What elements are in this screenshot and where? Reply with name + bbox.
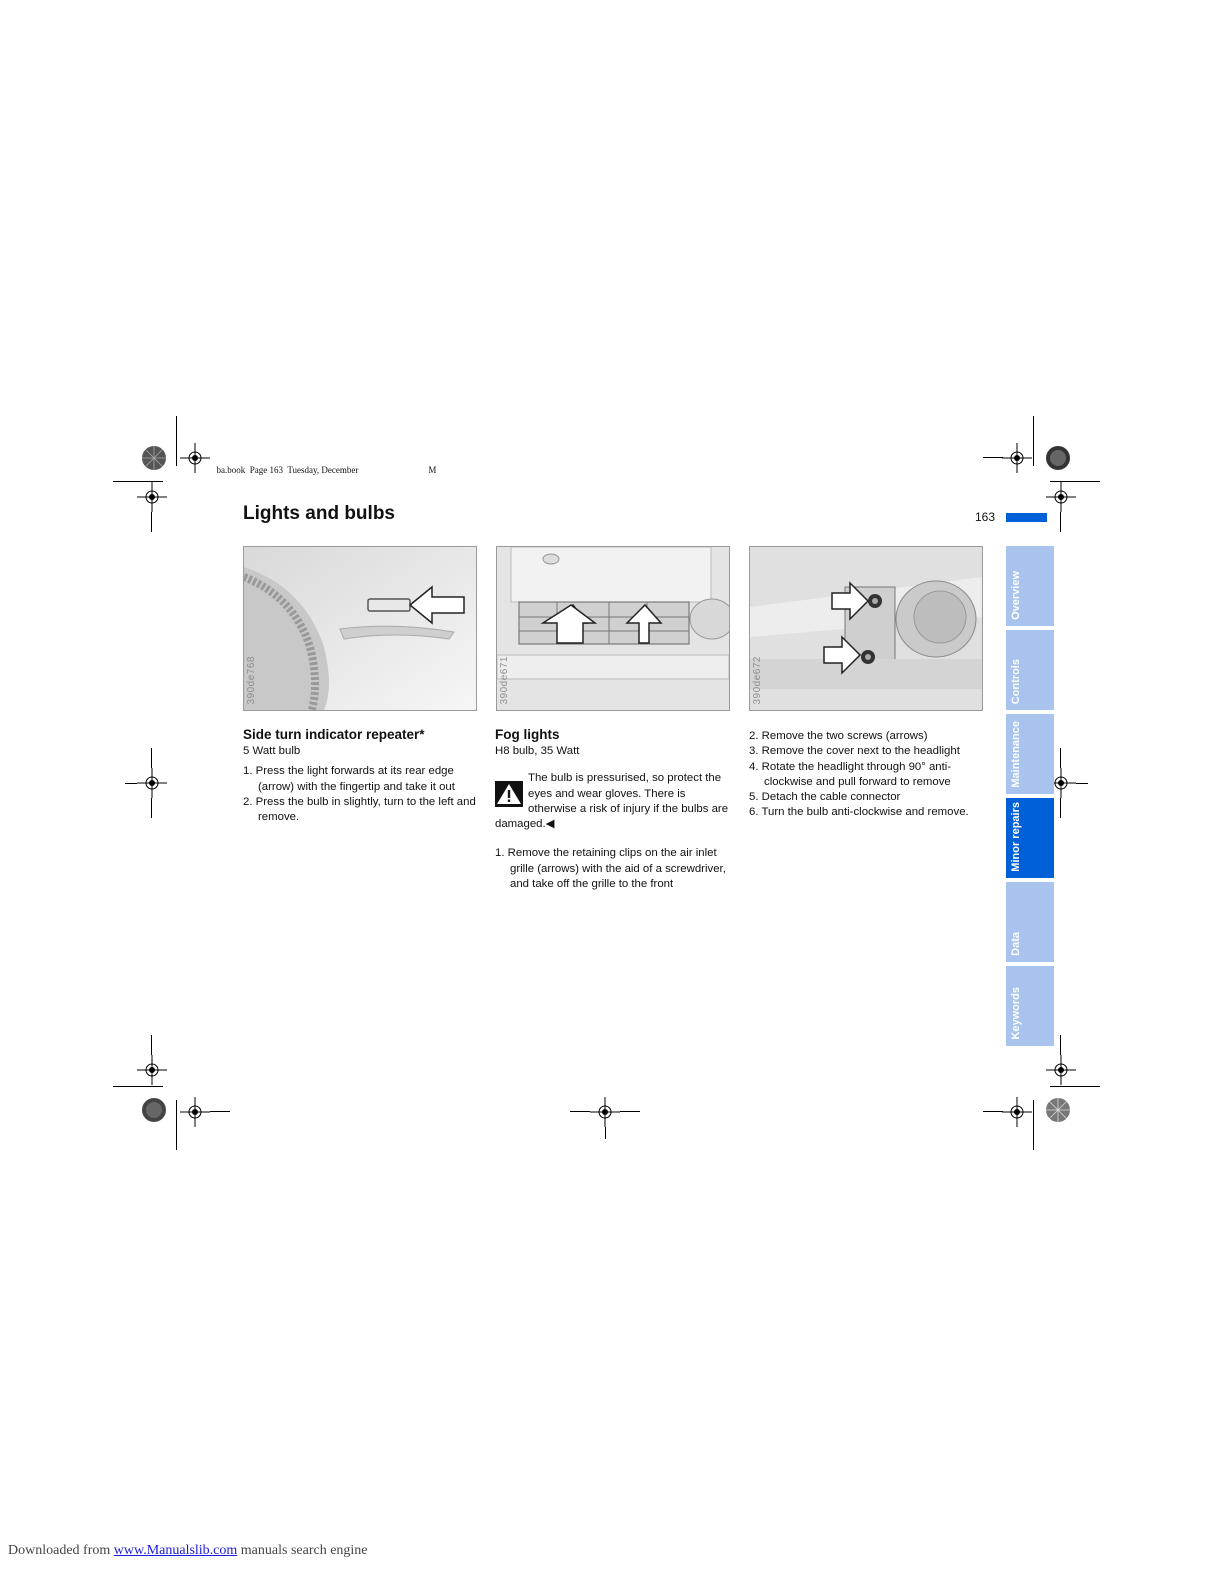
footer-prefix: Downloaded from bbox=[8, 1543, 114, 1558]
tab-label: Keywords bbox=[1010, 987, 1022, 1040]
list-item: 6. Turn the bulb anti-clockwise and remove. bbox=[749, 806, 969, 819]
side-turn-indicator-figure bbox=[244, 547, 476, 710]
section-heading: Fog lights bbox=[495, 727, 560, 742]
page-number-bar bbox=[1006, 513, 1047, 522]
warning-note bbox=[495, 771, 735, 832]
figure-code: 390de672 bbox=[752, 655, 763, 704]
tab-overview[interactable] bbox=[1006, 546, 1054, 626]
warning-triangle-icon bbox=[495, 781, 523, 807]
list-item: 5. Detach the cable connector bbox=[749, 791, 901, 804]
printer-info-marker: M bbox=[428, 465, 437, 475]
registration-mark-icon bbox=[590, 1097, 620, 1127]
list-item: 1. Press the light forwards at its rear edge (arrow) with the fingertip and take it out bbox=[243, 765, 455, 793]
step-list bbox=[749, 729, 989, 821]
list-item: 1. Remove the retaining clips on the air inlet grille (arrows) with the aid of a screwdriver, and take off the grille to the front bbox=[495, 847, 726, 891]
printer-info bbox=[212, 455, 436, 475]
download-footer bbox=[8, 1543, 368, 1559]
page-title: Lights and bulbs bbox=[243, 503, 395, 524]
figure-headlight-screws bbox=[749, 546, 983, 711]
figure-side-turn-indicator bbox=[243, 546, 477, 711]
tab-maintenance[interactable] bbox=[1006, 714, 1054, 794]
color-wheel-icon bbox=[1045, 1097, 1071, 1123]
tab-label: Data bbox=[1010, 932, 1022, 956]
printer-info-text: ba.book Page 163 Tuesday, December bbox=[216, 465, 359, 475]
registration-mark-icon bbox=[1002, 1097, 1032, 1127]
tab-label: Overview bbox=[1010, 571, 1022, 620]
list-item: 2. Remove the two screws (arrows) bbox=[749, 730, 928, 742]
registration-mark-icon bbox=[137, 1055, 167, 1085]
tab-label: Controls bbox=[1010, 658, 1022, 704]
figure-code: 390de768 bbox=[246, 655, 257, 704]
list-item: 2. Press the bulb in slightly, turn to the left and remove. bbox=[243, 795, 476, 824]
page-number: 163 bbox=[975, 510, 996, 524]
column-headlight-steps bbox=[749, 729, 989, 821]
section-subheading: H8 bulb, 35 Watt bbox=[495, 745, 580, 757]
list-item: 4. Rotate the headlight through 90° anti-clockwise and pull forward to remove bbox=[749, 760, 952, 788]
registration-mark-icon bbox=[137, 768, 167, 798]
registration-mark-icon bbox=[180, 1097, 210, 1127]
tab-keywords[interactable] bbox=[1006, 966, 1054, 1046]
step-list bbox=[243, 764, 483, 825]
color-wheel-icon bbox=[141, 1097, 167, 1123]
tab-label: Maintenance bbox=[1010, 721, 1022, 788]
column-fog-lights bbox=[495, 726, 735, 892]
section-heading: Side turn indicator repeater* bbox=[243, 727, 425, 742]
color-wheel-icon bbox=[141, 445, 167, 471]
registration-mark-icon bbox=[1046, 1055, 1076, 1085]
column-side-turn-indicator bbox=[243, 726, 483, 825]
tab-label: Minor repairs bbox=[1010, 802, 1022, 872]
manualslib-link[interactable]: www.Manualslib.com bbox=[113, 1543, 238, 1558]
figure-code: 390de671 bbox=[499, 655, 510, 704]
registration-mark-icon bbox=[1046, 482, 1076, 512]
figure-fog-lights bbox=[496, 546, 730, 711]
footer-suffix: manuals search engine bbox=[237, 1543, 368, 1558]
step-list bbox=[495, 846, 735, 892]
fog-light-grille-figure bbox=[497, 547, 729, 710]
headlight-screws-figure bbox=[750, 547, 982, 710]
tab-data[interactable] bbox=[1006, 882, 1054, 962]
registration-mark-icon bbox=[137, 482, 167, 512]
tab-minor-repairs[interactable] bbox=[1006, 798, 1054, 878]
list-item: 3. Remove the cover next to the headlight bbox=[749, 745, 960, 758]
registration-mark-icon bbox=[1002, 443, 1032, 473]
color-wheel-icon bbox=[1045, 445, 1071, 471]
registration-mark-icon bbox=[180, 443, 210, 473]
warning-text: The bulb is pressurised, so protect the eyes and wear gloves. There is otherwise a risk of injury if the bulbs are damaged.◀ bbox=[495, 772, 729, 831]
section-subheading: 5 Watt bulb bbox=[243, 745, 301, 757]
tab-controls[interactable] bbox=[1006, 630, 1054, 710]
